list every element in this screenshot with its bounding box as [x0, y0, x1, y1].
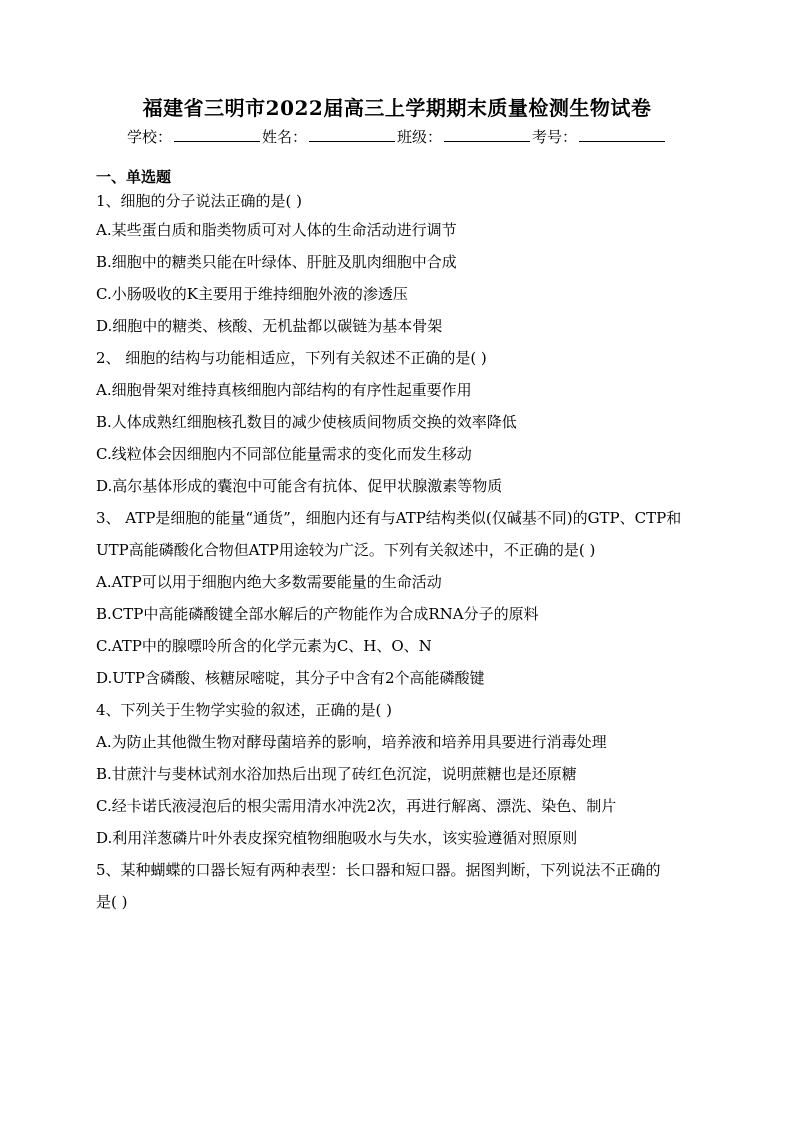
option-d: D.高尔基体形成的囊泡中可能含有抗体、促甲状腺激素等物质 [96, 477, 503, 495]
student-info-row [0, 126, 794, 147]
question-5 [96, 854, 706, 918]
option-c: C.ATP中的腺嘌呤所含的化学元素为C、H、O、N [96, 637, 432, 655]
exam-no-label: 考号： [532, 128, 578, 146]
name-label: 姓名： [261, 128, 307, 146]
option-a: A.某些蛋白质和脂类物质可对人体的生命活动进行调节 [96, 221, 457, 239]
option-a: A.为防止其他微生物对酵母菌培养的影响，培养液和培养用具要进行消毒处理 [96, 733, 607, 751]
question-stem-continued: UTP高能磷酸化合物但ATP用途较为广泛。下列有关叙述中，不正确的是( ) [96, 541, 596, 559]
school-label: 学校： [126, 128, 172, 146]
section-heading: 一、单选题 [96, 168, 172, 186]
option-a: A.细胞骨架对维持真核细胞内部结构的有序性起重要作用 [96, 381, 472, 399]
option-c: C.经卡诺氏液浸泡后的根尖需用清水冲洗2次，再进行解离、漂洗、染色、制片 [96, 797, 617, 815]
class-label: 班级： [397, 128, 443, 146]
question-content [96, 166, 706, 918]
question-stem: 5、某种蝴蝶的口器长短有两种表型：长口器和短口器。据图判断，下列说法不正确的 [96, 861, 661, 879]
option-b: B.细胞中的糖类只能在叶绿体、肝脏及肌肉细胞中合成 [96, 253, 457, 271]
question-stem-continued: 是( ) [96, 893, 128, 911]
option-a: A.ATP可以用于细胞内绝大多数需要能量的生命活动 [96, 573, 442, 591]
option-b: B.甘蔗汁与斐林试剂水浴加热后出现了砖红色沉淀，说明蔗糖也是还原糖 [96, 765, 577, 783]
option-d: D.利用洋葱磷片叶外表皮探究植物细胞吸水与失水，该实验遵循对照原则 [96, 829, 578, 847]
question-3 [96, 502, 706, 694]
option-b: B.CTP中高能磷酸键全部水解后的产物能作为合成RNA分子的原料 [96, 605, 539, 623]
school-blank [174, 127, 260, 142]
question-4 [96, 694, 706, 854]
class-blank [444, 127, 530, 142]
question-stem: 3、 ATP是细胞的能量“通货”，细胞内还有与ATP结构类似(仅碱基不同)的GTP、CTP和 [96, 509, 682, 527]
option-c: C.线粒体会因细胞内不同部位能量需求的变化而发生移动 [96, 445, 472, 463]
name-blank [309, 127, 395, 142]
question-1 [96, 188, 706, 342]
option-d: D.细胞中的糖类、核酸、无机盐都以碳链为基本骨架 [96, 317, 443, 335]
question-stem: 1、细胞的分子说法正确的是( ) [96, 192, 303, 210]
exam-no-blank [579, 127, 665, 142]
question-2 [96, 342, 706, 502]
option-c: C.小肠吸收的K主要用于维持细胞外液的渗透压 [96, 285, 408, 303]
option-d: D.UTP含磷酸、核糖尿嘧啶，其分子中含有2个高能磷酸键 [96, 669, 485, 687]
question-stem: 2、 细胞的结构与功能相适应，下列有关叙述不正确的是( ) [96, 349, 487, 367]
page-title: 福建省三明市2022届高三上学期期末质量检测生物试卷 [142, 96, 652, 120]
question-stem: 4、下列关于生物学实验的叙述，正确的是( ) [96, 701, 393, 719]
option-b: B.人体成熟红细胞核孔数目的减少使核质间物质交换的效率降低 [96, 413, 517, 431]
